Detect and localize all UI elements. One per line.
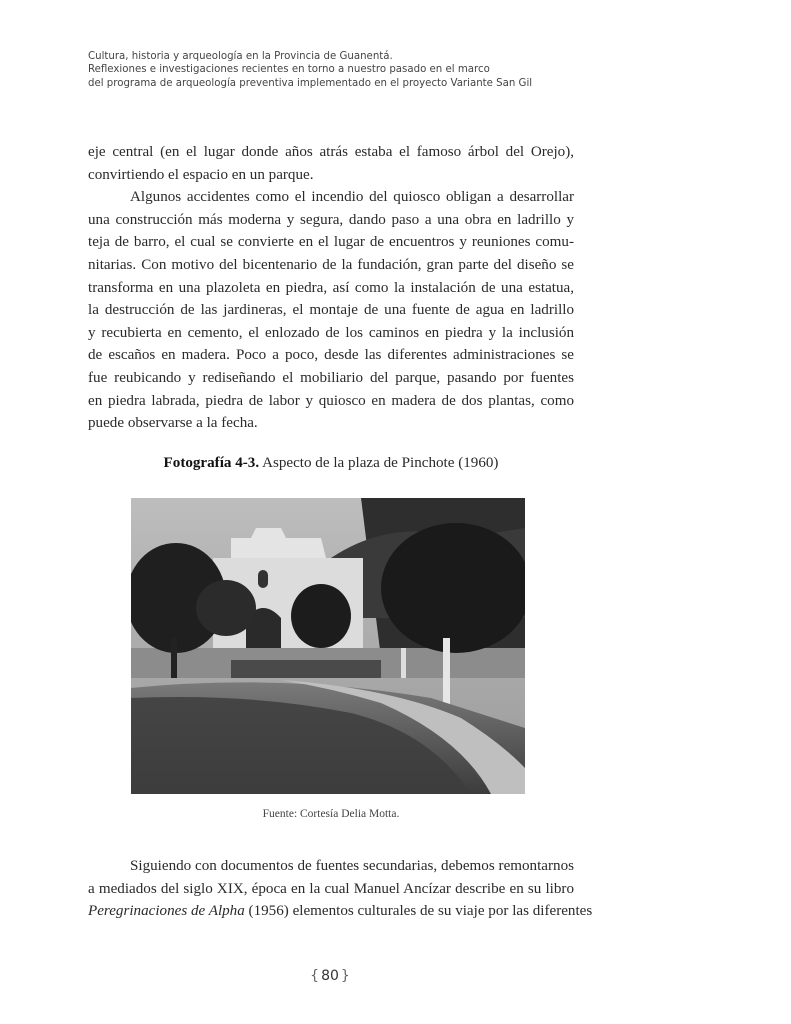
text-line-rest: (1956) elementos culturales de su viaje por las diferentes <box>244 903 593 920</box>
header-line-3: del programa de arqueología preventiva implementado en el proyecto Variante San Gil <box>88 77 533 89</box>
book-title: Peregrinaciones de Alpha <box>88 903 245 920</box>
text-line: eje central (en el lugar donde años atrás estaba el famoso árbol del Orejo), <box>88 144 574 160</box>
page-number <box>0 968 660 984</box>
figure-caption <box>88 455 574 472</box>
running-header <box>88 50 728 90</box>
page-number-value: 80 <box>321 968 339 984</box>
text-line: Algunos accidentes como el incendio del quiosco obligan a desarrollar <box>130 189 574 206</box>
plaza-photograph <box>131 498 525 794</box>
body-text-top <box>88 141 574 435</box>
text-line: convirtiendo el espacio en un parque. <box>88 166 314 183</box>
text-line: una construcción más moderna y segura, dando paso a una obra en ladrillo y <box>88 211 574 228</box>
text-line: transforma en una plazoleta en piedra, así como la instalación de una estatua, <box>88 279 574 296</box>
text-line <box>88 900 593 923</box>
text-line: fue reubicando y rediseñando el mobiliario del parque, pasando por fuentes <box>88 369 574 386</box>
page-number-close-brace: } <box>340 968 350 984</box>
figure-caption-text: Aspecto de la plaza de Pinchote (1960) <box>259 455 499 471</box>
page-number-open-brace: { <box>310 968 320 984</box>
text-line: Siguiendo con documentos de fuentes secundarias, debemos remontarnos <box>130 858 574 874</box>
body-text-bottom <box>88 855 593 923</box>
text-line: la destrucción de las jardineras, el montaje de una fuente de agua en ladrillo <box>88 302 574 319</box>
photo-illustration <box>131 498 525 794</box>
text-line: y recubierta en cemento, el enlozado de los caminos en piedra y la inclusión <box>88 324 574 341</box>
text-line: puede observarse a la fecha. <box>88 415 258 432</box>
text-line: teja de barro, el cual se convierte en el lugar de encuentros y reuniones comu- <box>88 234 574 251</box>
text-line: de escaños en madera. Poco a poco, desde las diferentes administraciones se <box>88 347 574 364</box>
figure-label: Fotografía 4-3. <box>163 455 260 471</box>
header-line-1: Cultura, historia y arqueología en la Provincia de Guanentá. <box>88 51 393 62</box>
figure-source: Fuente: Cortesía Delia Motta. <box>262 808 400 820</box>
header-line-2: Reflexiones e investigaciones recientes en torno a nuestro pasado en el marco <box>88 64 490 76</box>
text-line: en piedra labrada, piedra de labor y quiosco en madera de dos plantas, como <box>88 392 574 409</box>
text-line: nitarias. Con motivo del bicentenario de la fundación, gran parte del diseño se <box>88 256 574 273</box>
text-line: a mediados del siglo XIX, época en la cual Manuel Ancízar describe en su libro <box>88 880 574 897</box>
